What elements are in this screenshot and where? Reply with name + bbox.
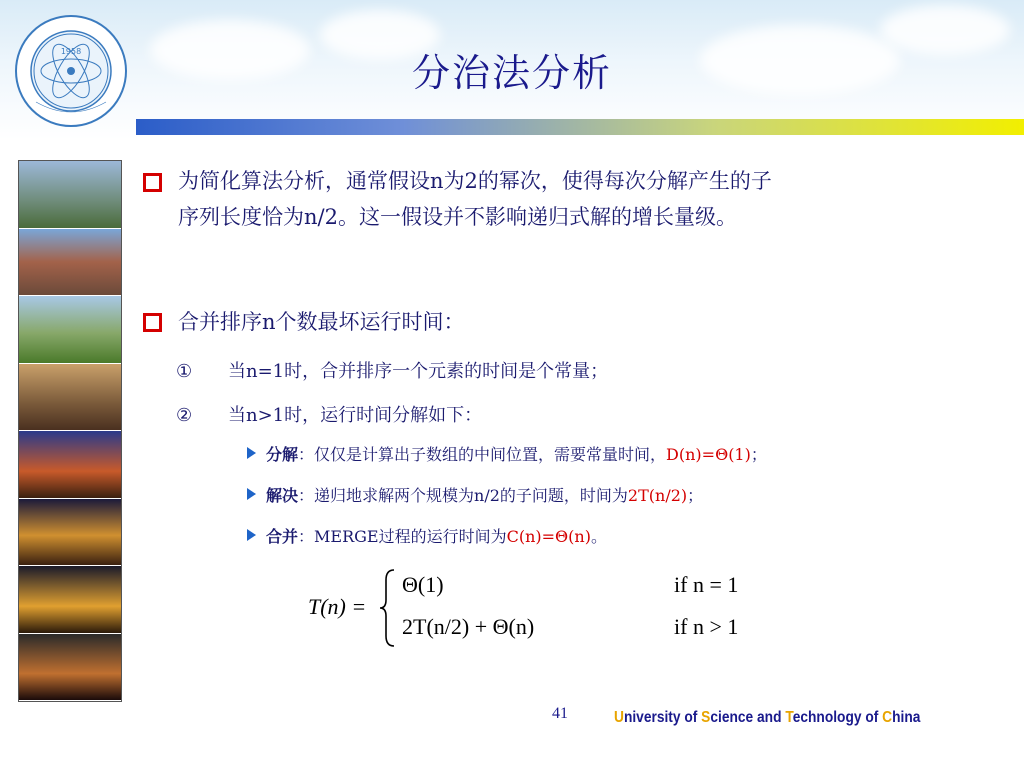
footer-word: hina (892, 709, 921, 726)
footer-initial: T (785, 709, 793, 726)
case2-condition: if n > 1 (674, 614, 739, 639)
campus-photo (19, 566, 121, 634)
formula-lhs: T(n) = (308, 594, 367, 619)
campus-photo-strip (18, 160, 122, 702)
bullet-text (178, 163, 772, 235)
case1-condition: if n = 1 (674, 572, 739, 597)
step-colon: ： (298, 445, 315, 464)
step-text: 递归地求解两个规模为n/2的子问题，时间为 (314, 486, 628, 505)
campus-photo (19, 499, 121, 567)
header-gradient-band (136, 119, 1024, 135)
campus-photo (19, 431, 121, 499)
arrow-bullet-icon (247, 447, 256, 459)
case1-value: Θ(1) (402, 572, 444, 597)
step-text: MERGE过程的运行时间为 (314, 527, 507, 546)
footer-word: niversity of (623, 709, 702, 726)
step-label: 合并 (266, 527, 299, 546)
arrow-bullet-icon (247, 529, 256, 541)
item-text: 当n>1时，运行时间分解如下： (228, 405, 483, 426)
step-colon: ： (298, 527, 315, 546)
curly-brace-icon (378, 568, 398, 648)
university-footer-wordmark (614, 709, 920, 727)
footer-initial: C (882, 709, 893, 726)
item-number: ② (176, 405, 193, 426)
step-end: ； (687, 486, 704, 505)
recurrence-formula (300, 568, 760, 648)
step-end: ； (750, 445, 767, 464)
campus-photo (19, 634, 121, 702)
footer-initial: S (701, 709, 711, 726)
slide-title: 分治法分析 (411, 51, 612, 95)
footer-word: echnology of (792, 709, 883, 726)
step-end: 。 (590, 527, 607, 546)
campus-photo (19, 161, 121, 229)
step-formula: C(n)=Θ(n) (506, 527, 591, 546)
item-text: 当n=1时，合并排序一个元素的时间是个常量； (228, 361, 609, 382)
step-item (266, 442, 767, 465)
numbered-item (176, 401, 482, 427)
step-label: 解决 (266, 486, 299, 505)
item-number: ① (176, 361, 193, 382)
step-label: 分解 (266, 445, 299, 464)
bullet-line: 合并排序n个数最坏运行时间： (178, 310, 465, 334)
step-colon: ： (298, 486, 315, 505)
numbered-item (176, 357, 608, 383)
step-formula: D(n)=Θ(1) (666, 445, 751, 464)
campus-photo (19, 296, 121, 364)
logo-year: 1958 (60, 47, 82, 56)
step-formula: 2T(n/2) (627, 486, 688, 505)
bullet-marker (143, 173, 162, 192)
campus-photo (19, 364, 121, 432)
campus-photo (19, 229, 121, 297)
bullet-marker (143, 313, 162, 332)
page-number: 41 (552, 705, 568, 722)
step-item (266, 483, 703, 506)
bullet-line: 序列长度恰为n/2。这一假设并不影响递归式解的增长量级。 (178, 205, 737, 229)
step-text: 仅仅是计算出子数组的中间位置，需要常量时间， (314, 445, 667, 464)
footer-initial: U (614, 709, 624, 726)
bullet-text (178, 304, 465, 340)
arrow-bullet-icon (247, 488, 256, 500)
footer-word: cience and (710, 709, 786, 726)
bullet-line: 为简化算法分析，通常假设n为2的幂次，使得每次分解产生的子 (178, 169, 772, 193)
step-item (266, 524, 607, 547)
case2-value: 2T(n/2) + Θ(n) (402, 614, 535, 639)
